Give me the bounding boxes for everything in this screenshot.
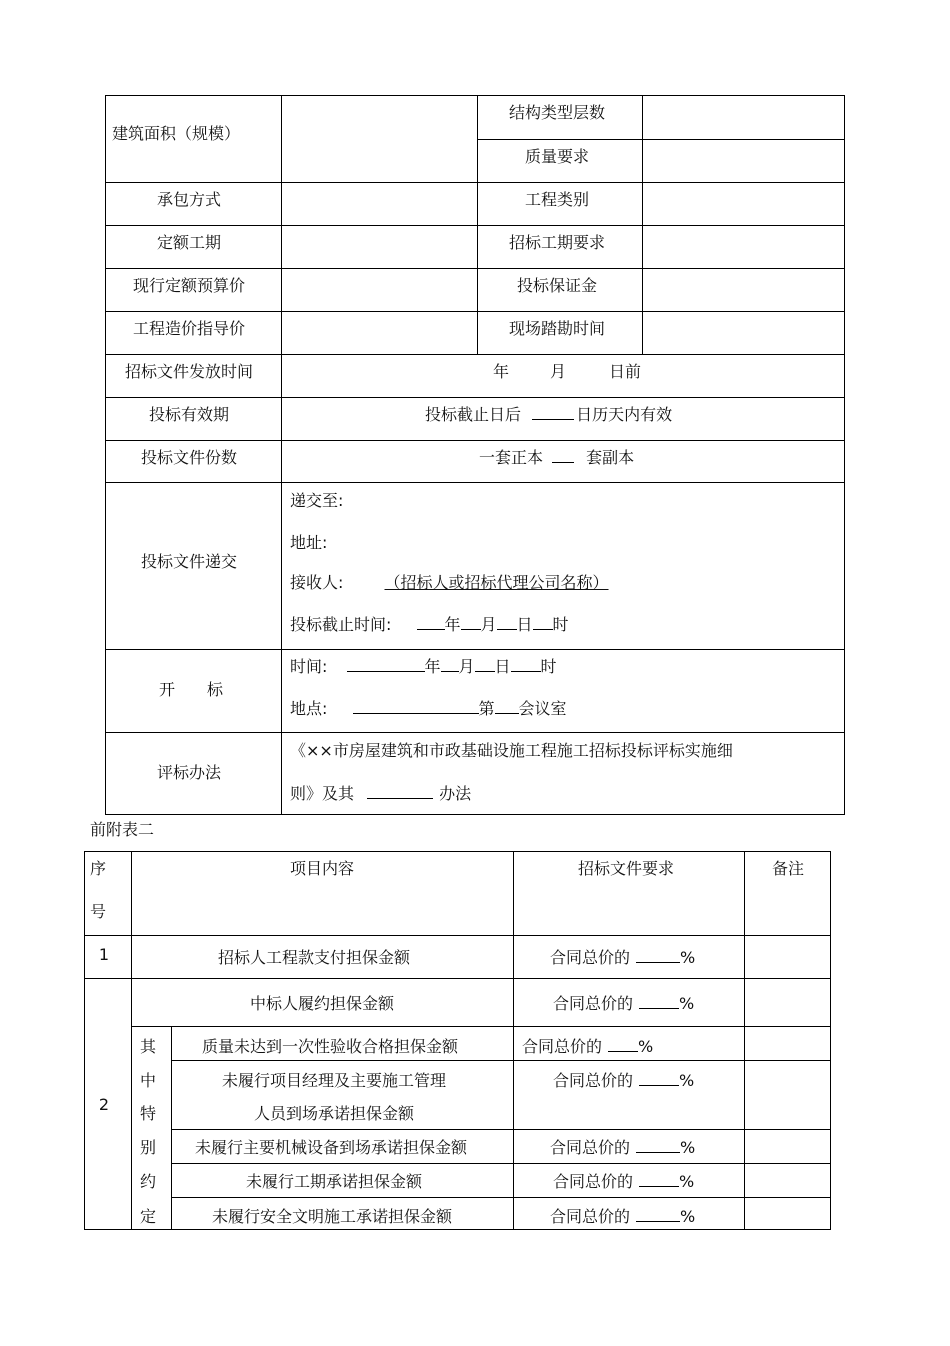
label-opening: 开 标 — [158, 680, 224, 699]
label-quota-duration: 定额工期 — [156, 233, 222, 252]
divider — [171, 1026, 172, 1230]
sub-item-req: 合同总价的 % — [522, 1037, 654, 1056]
special-char: 约 — [140, 1172, 157, 1191]
issue-year: 年 — [493, 362, 510, 381]
divider — [171, 1163, 831, 1164]
blank-line — [532, 405, 574, 420]
sub-item-req: 合同总价的 % — [550, 1138, 696, 1157]
opening-place: 地点: 第 会议室 — [290, 699, 567, 718]
row2-content: 中标人履约担保金额 — [249, 994, 395, 1013]
divider — [744, 851, 745, 1230]
label-submission: 投标文件递交 — [140, 552, 238, 571]
label-structure-type: 结构类型层数 — [508, 103, 606, 122]
divider — [105, 225, 845, 226]
row2-req: 合同总价的 % — [553, 994, 695, 1013]
divider — [477, 95, 478, 354]
label-project-category: 工程类别 — [524, 190, 590, 209]
sub-item-content: 未履行工期承诺担保金额 — [245, 1172, 423, 1191]
copies-text: 一套正本 套副本 — [479, 448, 635, 467]
opening-time: 时间: 年 月 日 时 — [290, 657, 557, 676]
special-char: 特 — [140, 1104, 157, 1123]
divider — [105, 732, 845, 733]
sub-item-req: 合同总价的 % — [553, 1172, 695, 1191]
divider — [105, 268, 845, 269]
divider — [171, 1129, 831, 1130]
divider — [105, 397, 845, 398]
label-bid-bond: 投标保证金 — [516, 276, 598, 295]
special-char: 中 — [140, 1071, 157, 1090]
row1-content: 招标人工程款支付担保金额 — [217, 948, 411, 967]
row2-seq: 2 — [98, 1095, 110, 1114]
sub-item-content-line1: 未履行项目经理及主要施工管理 — [221, 1071, 447, 1090]
issue-day: 日前 — [609, 362, 642, 381]
divider — [171, 1060, 831, 1061]
divider — [477, 139, 845, 140]
divider — [131, 1026, 831, 1027]
sub-item-content: 未履行主要机械设备到场承诺担保金额 — [194, 1138, 468, 1157]
label-required-duration: 招标工期要求 — [508, 233, 606, 252]
divider — [281, 95, 282, 815]
special-char: 定 — [140, 1207, 157, 1226]
divider — [105, 182, 845, 183]
label-building-area: 建筑面积（规模） — [112, 124, 241, 143]
submission-deadline: 投标截止时间: 年 月 日 时 — [290, 615, 569, 634]
submission-receiver: 接收人: （招标人或招标代理公司名称） — [290, 573, 609, 592]
label-issue-time: 招标文件发放时间 — [124, 362, 254, 381]
sub-item-req: 合同总价的 % — [550, 1207, 696, 1226]
special-char: 别 — [140, 1138, 157, 1157]
validity-text: 投标截止日后 日历天内有效 — [425, 405, 673, 424]
divider — [105, 482, 845, 483]
label-copies: 投标文件份数 — [140, 448, 238, 467]
divider — [105, 354, 845, 355]
submission-address: 地址: — [290, 533, 328, 552]
divider — [513, 851, 514, 1230]
header-content: 项目内容 — [289, 859, 355, 878]
divider — [171, 1197, 831, 1198]
row1-req: 合同总价的 % — [550, 948, 696, 967]
evaluation-line1: 《××市房屋建筑和市政基础设施工程施工招标投标评标实施细 — [290, 741, 733, 760]
row1-seq: 1 — [98, 945, 110, 964]
header-requirement: 招标文件要求 — [577, 859, 675, 878]
sub-item-content: 未履行安全文明施工承诺担保金额 — [211, 1207, 453, 1226]
divider — [642, 95, 643, 354]
submission-to: 递交至: — [290, 491, 344, 510]
special-char: 其 — [140, 1037, 157, 1056]
blank-line — [552, 448, 574, 463]
label-validity: 投标有效期 — [148, 405, 230, 424]
label-contract-mode: 承包方式 — [156, 190, 222, 209]
label-budget-price: 现行定额预算价 — [132, 276, 246, 295]
evaluation-line2: 则》及其 办法 — [290, 784, 472, 803]
divider — [84, 935, 831, 936]
sub-item-req: 合同总价的 % — [553, 1071, 695, 1090]
header-remark: 备注 — [771, 859, 805, 878]
issue-month: 月 — [550, 362, 567, 381]
divider — [84, 978, 831, 979]
divider — [105, 440, 845, 441]
divider — [105, 311, 845, 312]
divider — [131, 851, 132, 1230]
header-seq-2: 号 — [90, 902, 107, 921]
label-evaluation: 评标办法 — [156, 763, 222, 782]
header-seq-1: 序 — [90, 859, 107, 878]
sub-item-content: 质量未达到一次性验收合格担保金额 — [201, 1037, 459, 1056]
table2-title: 前附表二 — [90, 820, 155, 839]
divider — [105, 649, 845, 650]
label-quality: 质量要求 — [524, 147, 590, 166]
label-site-visit: 现场踏勘时间 — [508, 319, 606, 338]
label-guide-price: 工程造价指导价 — [132, 319, 246, 338]
sub-item-content-line2: 人员到场承诺担保金额 — [253, 1104, 415, 1123]
